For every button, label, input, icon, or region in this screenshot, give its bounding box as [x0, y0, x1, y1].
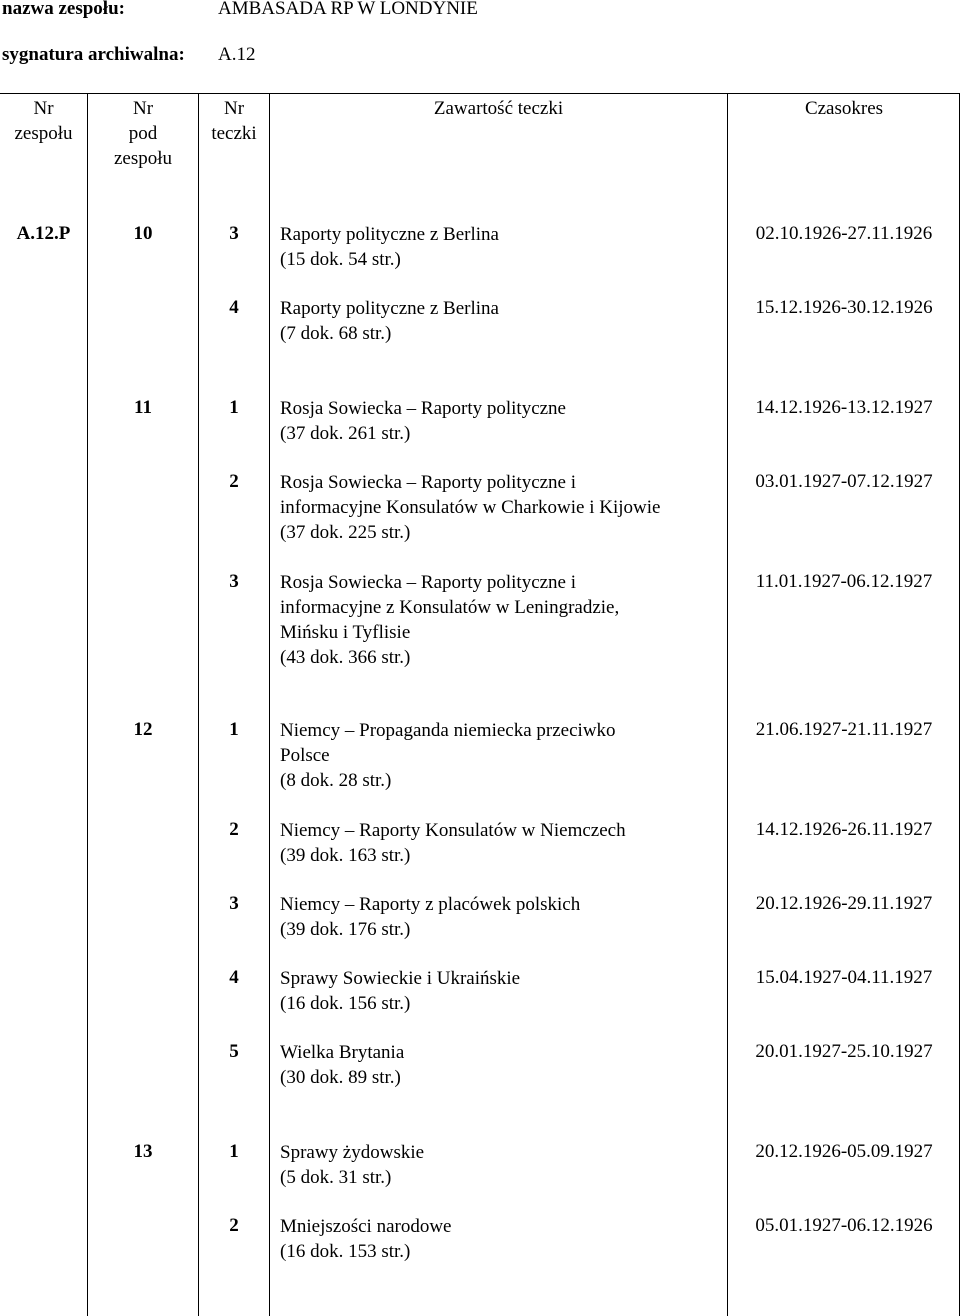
- zawartosc-cell: [280, 396, 725, 446]
- zawartosc-line: Sprawy żydowskie: [280, 1142, 425, 1163]
- zawartosc-line: (30 dok. 89 str.): [280, 1067, 401, 1088]
- nr-pod-zespolu-cell: 12: [133, 719, 153, 740]
- zawartosc-line: (8 dok. 28 str.): [280, 770, 392, 791]
- zawartosc-line: (37 dok. 225 str.): [280, 522, 411, 543]
- czasokres-cell: 14.12.1926-26.11.1927: [755, 819, 933, 840]
- col-nr-teczki: [199, 96, 269, 146]
- zawartosc-cell: [280, 222, 725, 272]
- zawartosc-cell: [280, 470, 725, 545]
- col-divider: [727, 93, 728, 1316]
- zawartosc-line: Rosja Sowiecka – Raporty polityczne i: [280, 572, 577, 593]
- zawartosc-cell: [280, 296, 725, 346]
- col-divider: [87, 93, 88, 1316]
- nr-pod-zespolu-cell: 13: [133, 1141, 153, 1162]
- col-divider: [269, 93, 270, 1316]
- zawartosc-line: informacyjne z Konsulatów w Leningradzie,: [280, 597, 620, 618]
- zawartosc-line: Polsce: [280, 745, 330, 766]
- zawartosc-cell: [280, 1214, 725, 1264]
- col-nr-zespolu-line: Nr: [33, 98, 54, 119]
- zawartosc-line: Rosja Sowiecka – Raporty polityczne: [280, 398, 566, 419]
- zawartosc-line: (7 dok. 68 str.): [280, 323, 392, 344]
- zawartosc-line: Niemcy – Raporty Konsulatów w Niemczech: [280, 820, 626, 841]
- col-divider: [198, 93, 199, 1316]
- czasokres-cell: 03.01.1927-07.12.1927: [755, 471, 933, 492]
- czasokres-cell: 15.12.1926-30.12.1926: [755, 297, 933, 318]
- zawartosc-cell: [280, 818, 725, 868]
- czasokres-cell: 05.01.1927-06.12.1926: [755, 1215, 933, 1236]
- czasokres-cell: 20.12.1926-05.09.1927: [755, 1141, 933, 1162]
- zawartosc-line: (16 dok. 153 str.): [280, 1241, 411, 1262]
- czasokres-cell: 20.12.1926-29.11.1927: [755, 893, 933, 914]
- signature-label: sygnatura archiwalna:: [2, 44, 185, 65]
- col-nr-pod-zespolu-line: zespołu: [113, 148, 173, 169]
- zawartosc-line: Sprawy Sowieckie i Ukraińskie: [280, 968, 521, 989]
- nr-teczki-cell: 1: [229, 397, 239, 418]
- czasokres-cell: 02.10.1926-27.11.1926: [755, 223, 933, 244]
- nr-teczki-cell: 2: [229, 819, 239, 840]
- nr-teczki-cell: 3: [229, 571, 239, 592]
- czasokres-cell: 20.01.1927-25.10.1927: [755, 1041, 933, 1062]
- nr-teczki-cell: 3: [229, 893, 239, 914]
- zawartosc-line: Niemcy – Propaganda niemiecka przeciwko: [280, 720, 616, 741]
- signature-value: A.12: [218, 44, 256, 65]
- zawartosc-line: informacyjne Konsulatów w Charkowie i Kijowie: [280, 497, 661, 518]
- col-nr-zespolu-line: zespołu: [14, 123, 73, 144]
- czasokres-cell: 14.12.1926-13.12.1927: [755, 397, 933, 418]
- col-zawartosc: Zawartość teczki: [433, 98, 564, 119]
- col-nr-teczki-line: Nr: [223, 98, 245, 119]
- zawartosc-cell: [280, 570, 725, 670]
- nr-pod-zespolu-cell: 10: [133, 223, 153, 244]
- zawartosc-cell: [280, 892, 725, 942]
- zawartosc-line: Raporty polityczne z Berlina: [280, 298, 499, 319]
- zawartosc-line: (43 dok. 366 str.): [280, 647, 411, 668]
- czasokres-cell: 11.01.1927-06.12.1927: [755, 571, 933, 592]
- nr-pod-zespolu-cell: 11: [134, 397, 152, 418]
- zawartosc-cell: [280, 1140, 725, 1190]
- zawartosc-line: (15 dok. 54 str.): [280, 249, 401, 270]
- col-nr-pod-zespolu-line: Nr: [132, 98, 154, 119]
- zawartosc-line: Niemcy – Raporty z placówek polskich: [280, 894, 581, 915]
- nr-teczki-cell: 5: [229, 1041, 239, 1062]
- zawartosc-line: (39 dok. 163 str.): [280, 845, 411, 866]
- col-nr-pod-zespolu: [88, 96, 198, 171]
- czasokres-cell: 15.04.1927-04.11.1927: [755, 967, 933, 988]
- zawartosc-line: Wielka Brytania: [280, 1042, 405, 1063]
- czasokres-cell: 21.06.1927-21.11.1927: [755, 719, 933, 740]
- zawartosc-line: (5 dok. 31 str.): [280, 1167, 392, 1188]
- team-name-value: AMBASADA RP W LONDYNIE: [218, 0, 478, 19]
- zawartosc-line: (16 dok. 156 str.): [280, 993, 411, 1014]
- zawartosc-line: Raporty polityczne z Berlina: [280, 224, 499, 245]
- zawartosc-line: Rosja Sowiecka – Raporty polityczne i: [280, 472, 577, 493]
- table-top-rule: [0, 93, 960, 94]
- nr-zespolu-cell: A.12.P: [16, 223, 71, 244]
- zawartosc-cell: [280, 718, 725, 793]
- col-nr-teczki-line: teczki: [211, 123, 257, 144]
- nr-teczki-cell: 2: [229, 1215, 239, 1236]
- nr-teczki-cell: 1: [229, 719, 239, 740]
- zawartosc-line: Mińsku i Tyflisie: [280, 622, 411, 643]
- zawartosc-line: Mniejszości narodowe: [280, 1216, 452, 1237]
- col-nr-pod-zespolu-line: pod: [128, 123, 158, 144]
- nr-teczki-cell: 4: [229, 297, 239, 318]
- zawartosc-cell: [280, 1040, 725, 1090]
- col-czasokres: Czasokres: [804, 98, 884, 119]
- col-nr-zespolu: [0, 96, 87, 146]
- zawartosc-line: (39 dok. 176 str.): [280, 919, 411, 940]
- team-name-label: nazwa zespołu:: [2, 0, 125, 19]
- nr-teczki-cell: 4: [229, 967, 239, 988]
- zawartosc-line: (37 dok. 261 str.): [280, 423, 411, 444]
- nr-teczki-cell: 3: [229, 223, 239, 244]
- nr-teczki-cell: 2: [229, 471, 239, 492]
- zawartosc-cell: [280, 966, 725, 1016]
- nr-teczki-cell: 1: [229, 1141, 239, 1162]
